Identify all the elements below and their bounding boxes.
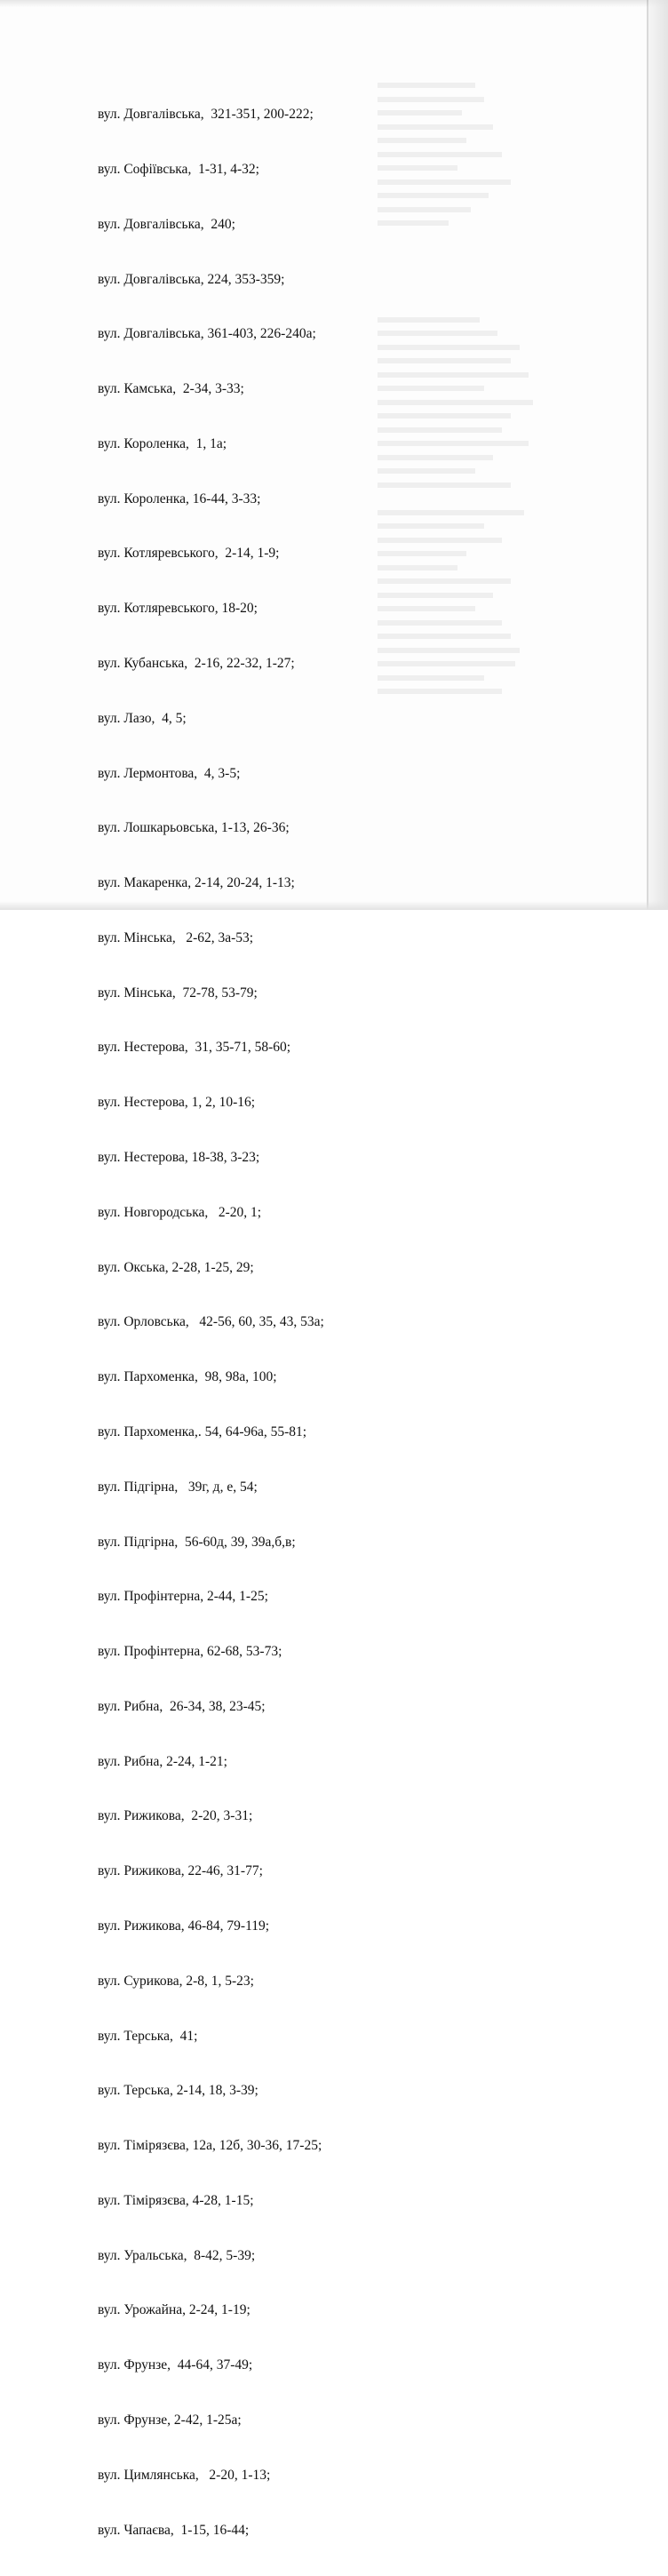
bleed-line [378,409,662,423]
list-item: вул. Уральська, 8-42, 5-39; [98,2247,256,2263]
street-address-list [98,69,324,2576]
bleed-line [378,436,662,451]
bleed-stroke [378,538,502,543]
bleed-line [378,106,662,120]
bleed-line [378,216,662,230]
bleed-stroke [378,661,515,666]
bleed-stroke [378,565,457,570]
list-item: вул. Урожайна, 2-24, 1-19; [98,2302,250,2318]
bleed-stroke [378,386,484,391]
list-item: вул. Мінська, 72-78, 53-79; [98,985,258,1001]
list-item: вул. Кубанська, 2-16, 22-32, 1-27; [98,656,295,671]
bleed-stroke [378,179,511,185]
bleed-stroke [378,372,529,378]
bleed-line [378,230,662,244]
bleed-line [378,381,662,395]
bleed-stroke [378,358,511,363]
bleed-line [378,643,662,658]
list-item: вул. Нестерова, 31, 35-71, 58-60; [98,1040,291,1056]
list-item: вул. Софіївська, 1-31, 4-32; [98,161,259,177]
bleed-line [378,657,662,671]
bleed-line [378,684,662,698]
bleed-stroke [378,124,493,130]
bleed-stroke [378,83,475,88]
list-item: вул. Короленка, 1, 1а; [98,435,227,451]
bleed-stroke [378,620,502,626]
bleed-line [378,175,662,189]
list-item: вул. Чапаєва, 1-15, 16-44; [98,2522,250,2538]
bleed-line [378,561,662,575]
bleed-stroke [378,110,462,116]
list-item: вул. Окська, 2-28, 1-25, 29; [98,1259,254,1275]
bleed-line [378,602,662,616]
bleed-line [378,340,662,355]
bleed-line [378,188,662,203]
list-item: вул. Фрунзе, 44-64, 37-49; [98,2357,253,2373]
list-item: вул. Тімірязєва, 4-28, 1-15; [98,2192,254,2208]
list-item: вул. Довгалівська, 240; [98,216,235,232]
bleed-stroke [378,331,497,336]
bleed-stroke [378,97,484,102]
bleed-line [378,519,662,533]
bleed-stroke [378,441,529,446]
list-item: вул. Мінська, 2-62, 3а-53; [98,929,254,945]
bleed-stroke [378,551,466,556]
bleed-line [378,491,662,506]
bleed-line [378,423,662,437]
list-item: вул. Терська, 41; [98,2028,198,2044]
bleed-line [378,478,662,492]
bleed-line [378,533,662,547]
bleed-stroke [378,468,475,474]
list-item: вул. Пархоменка, 98, 98а, 100; [98,1369,277,1385]
bleed-stroke [378,606,475,611]
bleed-line [378,285,662,299]
bleed-stroke [378,593,493,598]
bleed-line [378,671,662,685]
bleed-line [378,258,662,272]
list-item: вул. Профінтерна, 2-44, 1-25; [98,1589,268,1605]
list-item: вул. Нестерова, 1, 2, 10-16; [98,1095,256,1111]
list-item: вул. Короленка, 16-44, 3-33; [98,490,261,506]
bleed-line [378,148,662,162]
list-item: вул. Довгалівська, 361-403, 226-240а; [98,326,316,342]
bleed-line [378,546,662,561]
bleed-line [378,92,662,107]
bleed-stroke [378,152,502,157]
list-item: вул. Орловська, 42-56, 60, 35, 43, 53а; [98,1314,324,1330]
bleed-stroke [378,578,511,584]
list-item: вул. Профінтерна, 62-68, 53-73; [98,1644,282,1660]
list-item: вул. Цимлянська, 2-20, 1-13; [98,2467,271,2483]
list-item: вул. Рижикова, 46-84, 79-119; [98,1918,270,1934]
bleed-stroke [378,138,466,143]
bleed-line [378,395,662,410]
bleed-stroke [378,413,511,419]
list-item: вул. Пархоменка,. 54, 64-96а, 55-81; [98,1424,307,1440]
bleed-line [378,78,662,92]
bleed-stroke [378,317,480,323]
bleed-line [378,326,662,340]
bleed-stroke [378,523,484,529]
bleed-stroke [378,220,449,226]
bleed-stroke [378,483,511,488]
bleed-line [378,133,662,148]
list-item: вул. Нестерова, 18-38, 3-23; [98,1150,260,1166]
bleed-line [378,506,662,520]
list-item: вул. Рижикова, 2-20, 3-31; [98,1808,253,1824]
scan-top-shadow [0,0,668,7]
bleed-line [378,120,662,134]
bleed-line [378,271,662,285]
bleed-stroke [378,345,520,350]
bleed-stroke [378,689,502,694]
bleed-stroke [378,634,511,639]
list-item: вул. Рибна, 2-24, 1-21; [98,1753,227,1769]
list-item: вул. Котляревського, 2-14, 1-9; [98,546,280,562]
list-item: вул. Лазо, 4, 5; [98,710,187,726]
bleed-line [378,574,662,588]
list-item: вул. Рижикова, 22-46, 31-77; [98,1863,263,1879]
list-item: вул. Тімірязєва, 12а, 12б, 30-36, 17-25; [98,2138,322,2154]
bleed-stroke [378,427,502,433]
list-item: вул. Камська, 2-34, 3-33; [98,381,244,397]
list-item: вул. Терська, 2-14, 18, 3-39; [98,2083,258,2099]
list-item: вул. Новгородська, 2-20, 1; [98,1204,262,1220]
list-item: вул. Лермонтова, 4, 3-5; [98,765,241,781]
bleed-line [378,368,662,382]
bleed-stroke [378,510,524,515]
bleed-stroke [378,193,489,198]
bleed-line [378,629,662,643]
bleed-stroke [378,207,471,212]
bleed-line [378,161,662,175]
bleed-line [378,464,662,478]
bleed-line [378,313,662,327]
bleed-line [378,451,662,465]
list-item: вул. Рибна, 26-34, 38, 23-45; [98,1698,266,1714]
bleed-line [378,243,662,258]
list-item: вул. Підгірна, 39г, д, е, 54; [98,1479,258,1495]
list-item: вул. Підгірна, 56-60д, 39, 39а,б,в; [98,1534,296,1550]
bleed-stroke [378,165,457,171]
list-item: вул. Довгалівська, 224, 353-359; [98,271,285,287]
list-item: вул. Довгалівська, 321-351, 200-222; [98,107,314,123]
list-item: вул. Лошкарьовська, 1-13, 26-36; [98,820,290,836]
bleed-stroke [378,455,493,460]
list-item: вул. Фрунзе, 2-42, 1-25а; [98,2413,242,2428]
bleed-line [378,203,662,217]
reverse-side-bleed-through [378,78,662,698]
bleed-stroke [378,675,484,681]
bleed-line [378,588,662,602]
list-item: вул. Котляревського, 18-20; [98,601,258,617]
list-item: вул. Макаренка, 2-14, 20-24, 1-13; [98,875,295,891]
bleed-stroke [378,400,533,405]
bleed-stroke [378,648,520,653]
list-item: вул. Сурикова, 2-8, 1, 5-23; [98,1973,254,1989]
bleed-line [378,299,662,313]
bleed-line [378,354,662,368]
bleed-line [378,616,662,630]
